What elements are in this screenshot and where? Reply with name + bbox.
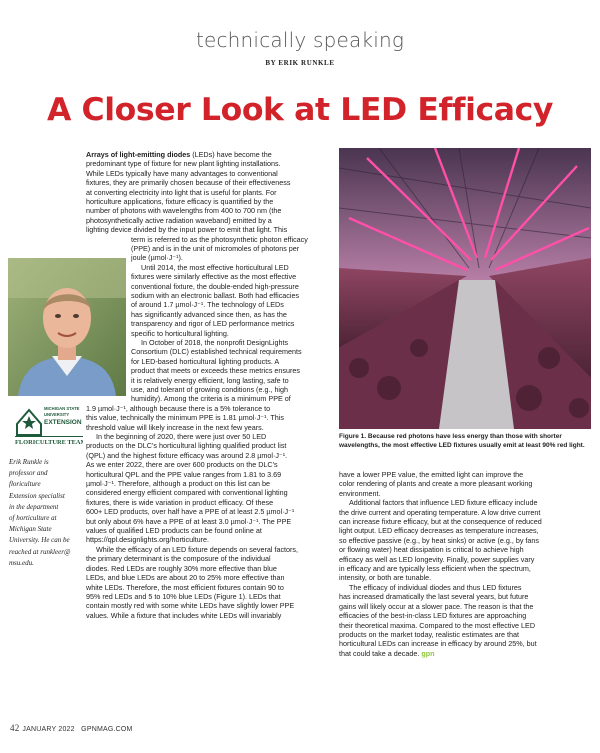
body-line: number of photons with wavelengths from 400 to 700 nm (the [86,206,282,216]
logo-line4: FLORICULTURE TEAM [15,439,83,446]
bio-line: University. He can be [9,536,70,545]
body-line: has increased dramatically the last several years, but future [339,592,529,602]
body-line: joule (µmol·J⁻¹). [131,253,183,263]
bio-line: Erik Runkle is [9,458,49,466]
body-line: light output. LED efficacy decreases as temperature increases, [339,526,539,536]
body-line: In October of 2018, the nonprofit DesignLights [141,338,289,348]
body-line: photosynthetically active radiation waveband) emitted by a [86,215,272,225]
body-line: has significantly advanced since then, as has the [131,309,287,319]
bio-line: msu.edu. [9,558,34,567]
body-line: Consortium (DLC) established technical requirements [131,347,302,357]
body-line: term is referred to as the photosynthetic photon efficacy [131,234,308,244]
body-line: The efficacy of individual diodes and thus LED fixtures [349,582,522,592]
body-line: can increase fixture efficacy, but at the consequence of reduced [339,517,542,527]
body-line: sodium with an electronic ballast. Both had efficacies [131,291,300,301]
body-line: In the beginning of 2020, there were just over 50 LED [96,432,267,442]
body-line: intensity, or both are tunable. [339,573,432,583]
body-line: products on the DLC’s horticultural lighting qualified product list [86,441,287,451]
body-line: it is relatively energy efficient, long lasting, safe to [131,375,289,385]
body-line: this value, technically the minimum PPE is 1.81 µmol·J⁻¹. This [86,413,284,423]
body-line: values of qualified LED products can be found online at [86,526,262,536]
author-photo [8,258,126,396]
logo-line3: EXTENSION [44,419,82,426]
body-line: for LED-based horticultural lighting products. A [131,356,280,366]
body-line: As we enter 2022, there are over 600 products on the DLC’s [86,460,278,470]
body-line: 600+ LED products, over half have a PPE of at least 2.5 µmol·J⁻¹ [86,507,295,517]
body-line: the drive current and operating temperature. A low drive current [339,507,541,517]
body-line: products on the market today, realistic estimates are that [339,629,520,639]
body-line: considered energy efficient compared with conventional lighting [86,488,288,498]
author-bio [9,457,83,569]
body-paragraph-3-cont [86,394,298,620]
body-line: in efficacy and are typically less efficient when the spectrum, [339,564,531,574]
body-line: lighting device divided by the input power to emit that light. This [86,225,288,235]
body-paragraph-2 [131,263,302,395]
body-line: or flowing water) heat dissipation is critical to achieve high [339,545,524,555]
msu-extension-logo [15,402,83,446]
body-line: product that meets or exceeds these metrics ensures [131,366,300,376]
body-line: conventional fixture, the double-ended high-pressure [131,281,299,291]
body-line: their theoretical maxima. Compared to the most effective LED [339,620,536,630]
section-label: technically speaking [195,28,405,52]
body-line: 1.9 µmol·J⁻¹, although because there is a 5% tolerance to [86,403,271,413]
body-line: https://qpl.designlights.org/horticulture. [86,535,210,545]
right-column-text [339,470,542,658]
body-line: efficacy as well as LED longevity. Finally, power supplies vary [339,554,535,564]
body-line: at converting electricity into light that is useful for plants. For [86,187,277,197]
body-line: (LEDs) have become the [190,150,272,159]
body-line: diodes. Red LEDs are roughly 30% more effective than blue [86,563,277,573]
logo-line2: UNIVERSITY [44,412,70,417]
body-line: While the efficacy of an LED fixture depends on several factors, [96,544,299,554]
gpn-end-mark: gpn [421,648,435,658]
bio-line: floriculture [9,480,41,489]
body-line: humidity). Among the criteria is a minimum PPE of [131,394,291,404]
body-line: efficacies of the best-in-class LED fixtures are approaching [339,611,527,621]
body-line: have a lower PPE value, the emitted light can improve the [339,470,524,479]
page-footer [10,723,133,733]
body-line: horticulture applications, fixture efficacy is quantified by the [86,197,274,207]
body-line: fixtures, there is wide variation in product efficacy. Of these [86,497,274,507]
body-line: environment. [339,488,381,498]
body-line: of around 1.7 µmol·J⁻¹. The technology of LEDs [131,300,284,310]
body-line: While LEDs typically have many advantages to conventional [86,168,278,178]
author-photo-illustration [8,258,126,396]
msu-extension-logo-graphic [15,402,83,446]
bio-line: professor and [9,469,48,478]
bio-line: reached at runkleer@ [9,547,71,556]
body-line: fixtures, they are primarily chosen because of their effectiveness [86,178,291,188]
footer-text: JANUARY 2022 GPNMAG.COM [22,726,133,733]
body-line: gains will likely occur at a slower pace. The reason is that the [339,601,534,611]
body-line: Until 2014, the most effective horticultural LED [141,262,289,272]
headline: A Closer Look at LED Efficacy [46,92,554,128]
body-line: Additional factors that influence LED fixture efficacy include [349,498,538,508]
bio-line: in the department [9,502,59,511]
body-line: 95% red LEDs and 5 to 10% blue LEDs (Figure 1). LEDs that [86,591,281,601]
page-number: 42 [10,723,20,733]
lead-in: Arrays of light-emitting diodes [86,150,191,159]
logo-line1: MICHIGAN STATE [44,406,80,411]
body-line: but only about 6% have a PPE of at least 3.0 µmol·J⁻¹. The PPE [86,516,292,526]
body-line: horticultural LEDs can increase in efficacy by around 25%, but [339,639,537,649]
body-line: fixtures were similarly effective as the most effective [131,272,297,282]
body-line: (PPE) and is in the unit of micromoles of photons per [131,244,300,253]
bio-line: Extension specialist [9,491,65,500]
body-line: threshold value will likely increase in the next few years. [86,422,264,432]
figure-1-greenhouse-photo [339,148,591,429]
body-line: color rendering of plants and create a more pleasant working [339,479,533,489]
body-line: specific to horticultural lighting. [131,328,229,338]
body-line: white LEDs. Therefore, the most efficient fixtures contain 90 to [86,582,284,592]
body-line: so effective passive (e.g., by heat sinks) or active (e.g., by fans [339,535,540,545]
byline: BY ERIK RUNKLE [265,59,335,67]
body-line: transparency and rigor of LED performance metrics [131,319,295,329]
body-line: the primary determinant is the composure of the individual [86,554,271,564]
bio-line: Michigan State [9,525,52,534]
body-line: (QPL) and the highest fixture efficacy was around 2.8 µmol·J⁻¹. [86,450,288,460]
body-paragraph-1 [86,150,290,235]
body-line: that could take a decade. [339,648,420,658]
body-paragraph-1-cont [131,235,308,263]
body-line: values. While a fixture that includes white LEDs will invariably [86,610,282,620]
body-line: contain mostly red with some white LEDs have slightly lower PPE [86,601,295,611]
figure-caption: Figure 1. Because red photons have less energy than those with shorter wavelengths, the most effective LED fixtures usually emit at least 90% red light. [339,433,585,449]
body-line: LEDs, and blue LEDs are about 20 to 25% more effective than [86,573,285,583]
body-line: predominant type of fixture for new plant lighting installations. [86,159,281,169]
bio-line: of horticulture at [9,514,57,523]
body-line: horticultural QPL and the PPE value ranges from 1.81 to 3.69 [86,469,282,479]
body-line: µmol·J⁻¹. Therefore, although a product on this list can be [86,479,270,489]
body-line: use, and tolerant of growing conditions (e.g., high [131,385,289,395]
greenhouse-illustration [339,148,591,429]
